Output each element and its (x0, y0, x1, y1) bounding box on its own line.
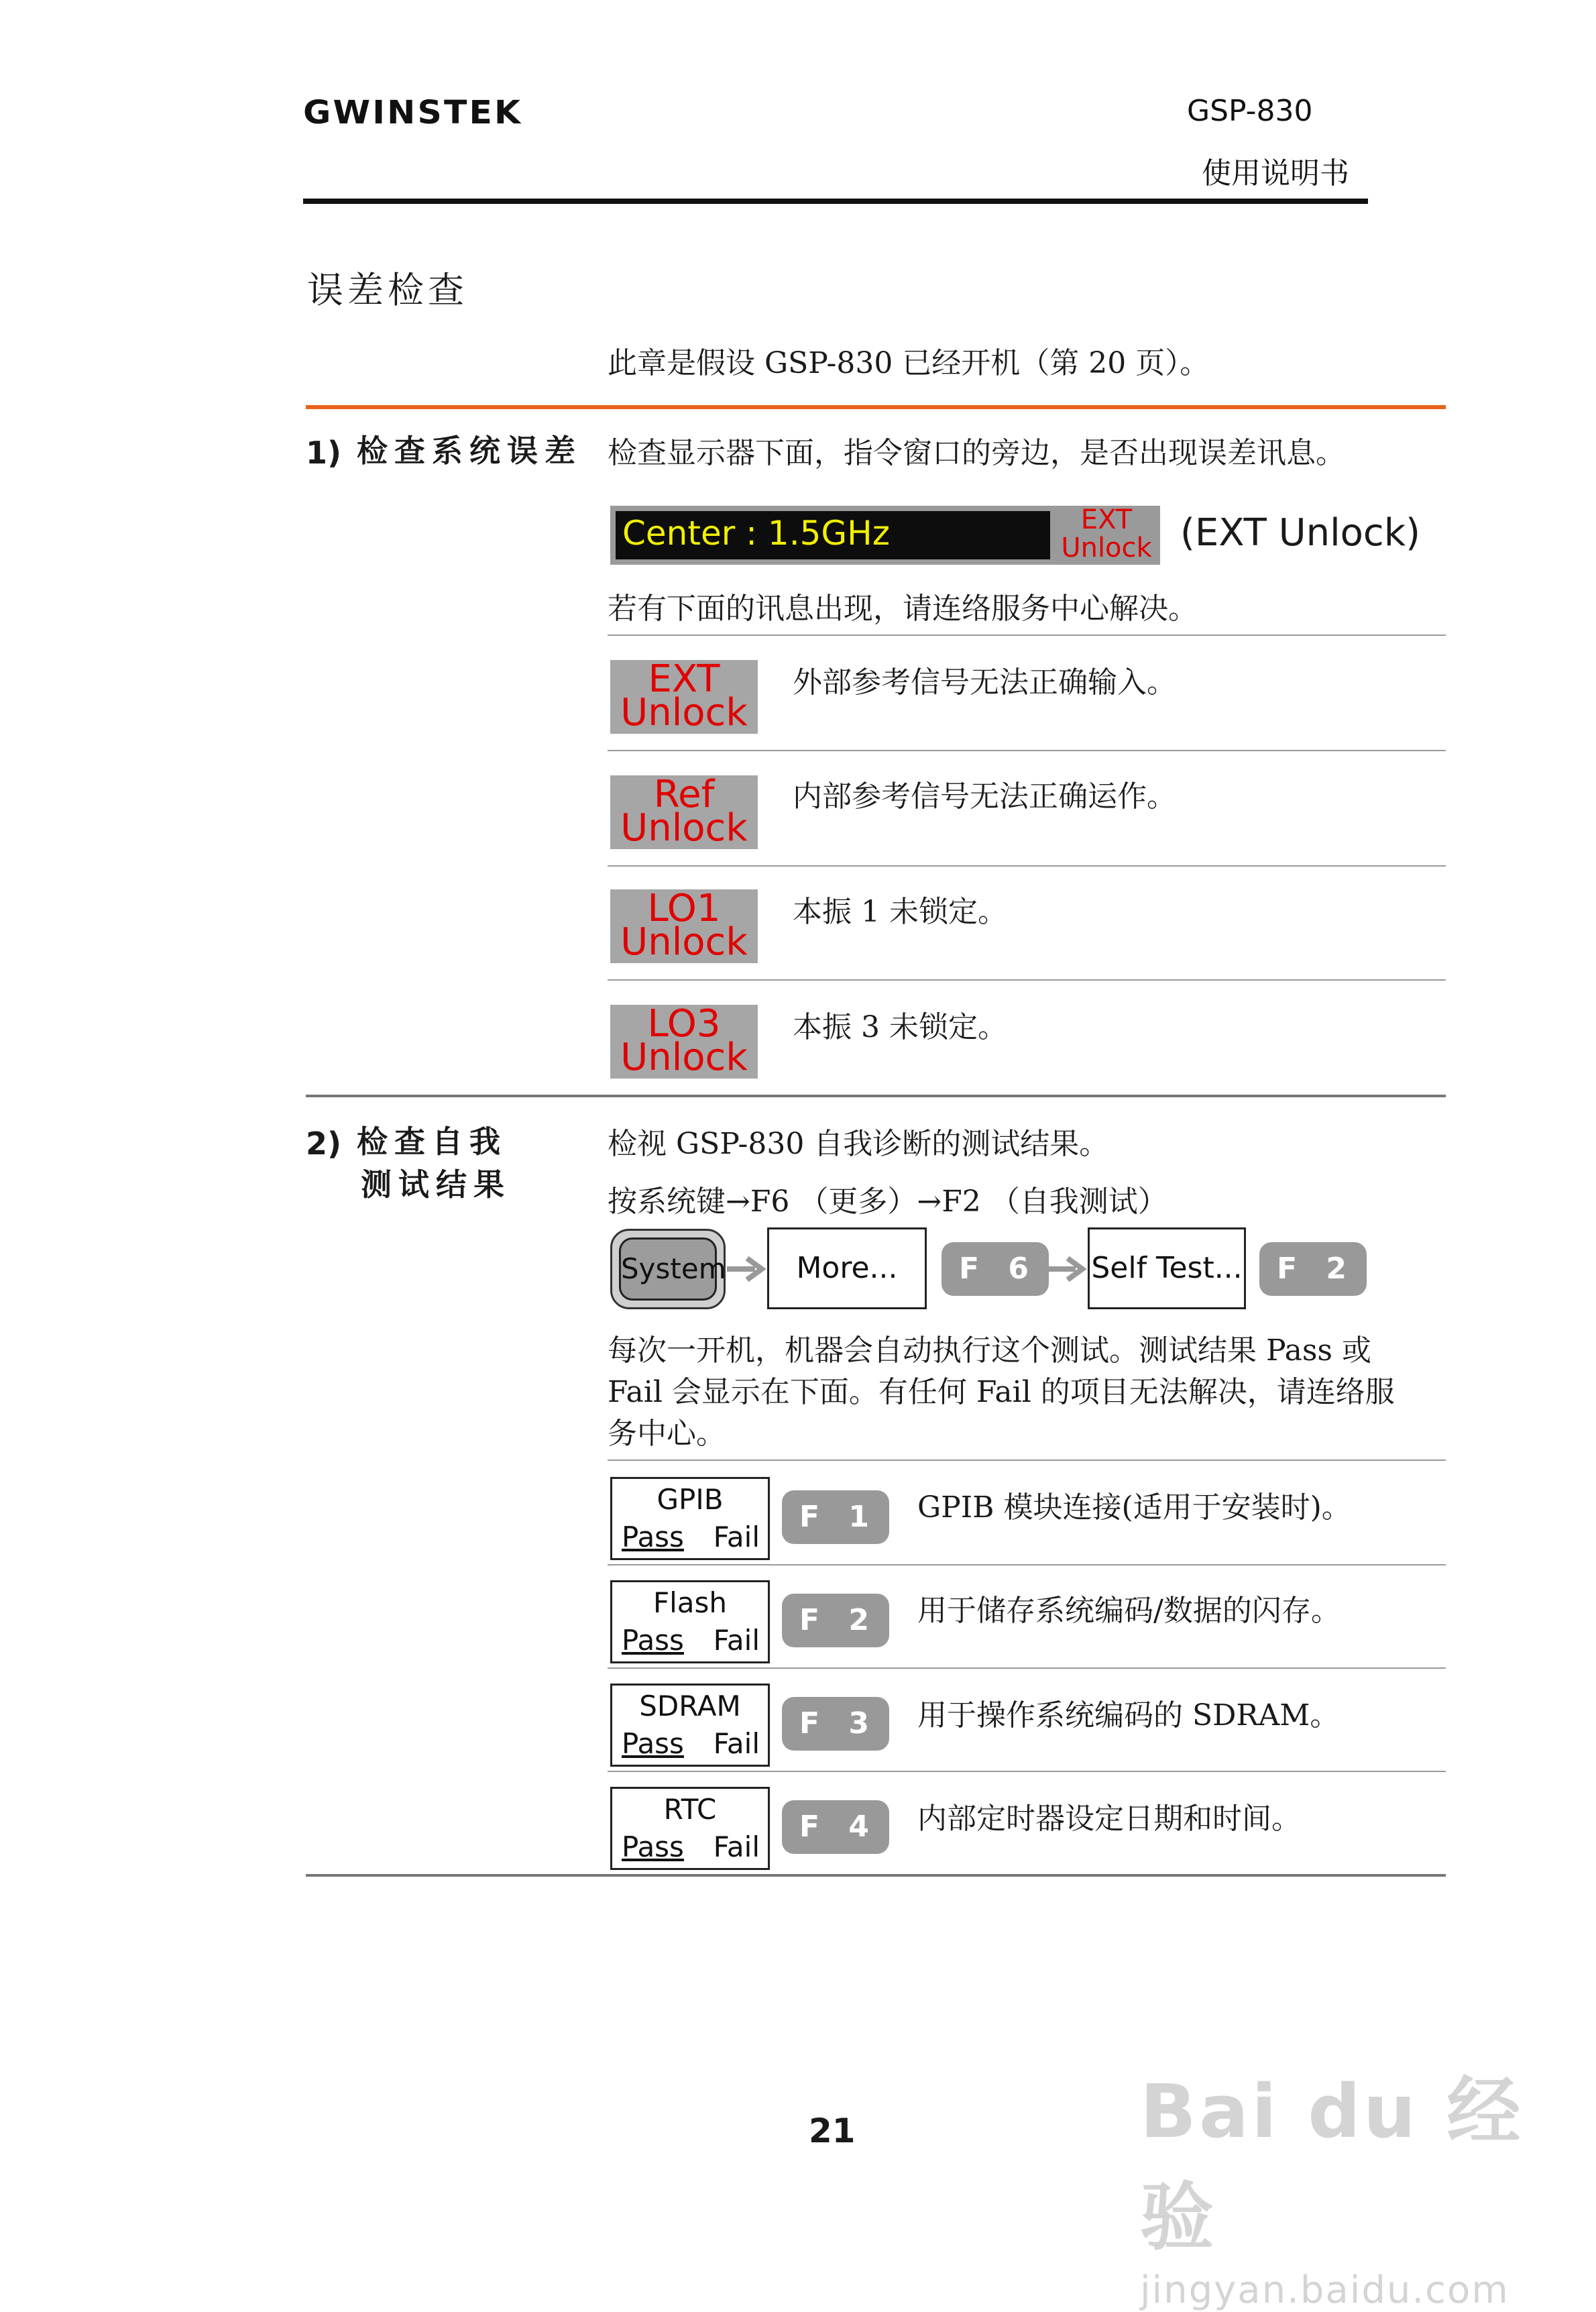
test-name: Flash (652, 1586, 728, 1619)
test-result-rtc (610, 1787, 770, 1870)
orange-divider (306, 405, 1446, 409)
error-desc-ref: 内部参考信号无法正确运作。 (793, 779, 1176, 814)
arrow-right-icon (727, 1254, 767, 1284)
section1-label: 检查系统误差 (357, 433, 582, 469)
f3-key: F 3 (782, 1697, 889, 1751)
section2-instruction: 检视 GSP-830 自我诊断的测试结果。 (608, 1127, 1109, 1161)
error-message-lo1 (610, 889, 758, 963)
error-line1: LO1 (647, 887, 721, 930)
test-name: GPIB (657, 1483, 724, 1516)
error-line2: Unlock (620, 806, 748, 850)
section1-instruction: 检查显示器下面，指令窗口的旁边，是否出现误差讯息。 (608, 436, 1345, 470)
baidu-watermark (1140, 2052, 1596, 2312)
fail-label: Fail (713, 1624, 760, 1657)
error-line2: Unlock (620, 1036, 748, 1079)
pass-label: Pass (622, 1830, 684, 1863)
page-title: 误差检查 (307, 269, 468, 311)
paragraph-line1: 每次一开机，机器会自动执行这个测试。测试结果 Pass 或 (608, 1333, 1371, 1368)
section1-number: 1) (306, 435, 342, 471)
page-number: 21 (809, 2111, 856, 2150)
error-line2: Unlock (620, 920, 748, 964)
error-line2: Unlock (620, 691, 748, 734)
header-rule (303, 199, 1368, 204)
error-message-ext (610, 657, 758, 734)
contact-note: 若有下面的讯息出现，请连络服务中心解决。 (608, 592, 1198, 626)
more-softkey: More... (767, 1227, 927, 1309)
display-warning-line2: Unlock (1061, 533, 1152, 563)
divider (608, 865, 1446, 867)
test-result-sdram (610, 1684, 770, 1767)
divider (608, 979, 1446, 981)
system-key (610, 1229, 726, 1309)
watermark-url: jingyan.baidu.com (1140, 2268, 1509, 2312)
ext-unlock-note: (EXT Unlock) (1180, 511, 1420, 555)
center-frequency-readout: Center : 1.5GHz (622, 514, 891, 553)
display-strip (610, 506, 1160, 565)
pass-label: Pass (622, 1727, 684, 1760)
test-name: RTC (663, 1793, 717, 1826)
section-divider (306, 1095, 1446, 1097)
pass-label: Pass (622, 1521, 684, 1553)
divider (608, 1771, 1446, 1772)
section2-number: 2) (306, 1125, 342, 1162)
pass-label: Pass (622, 1624, 684, 1657)
test-desc-sdram: 用于操作系统编码的 SDRAM。 (917, 1698, 1340, 1732)
error-message-ref (610, 775, 758, 849)
fail-label: Fail (713, 1521, 760, 1553)
error-line1: EXT (648, 657, 720, 701)
system-key-label: System (619, 1237, 717, 1301)
gwinstek-logo: GWINSTEK (303, 94, 523, 131)
model-name: GSP-830 (1187, 94, 1313, 128)
display-warning-line1: EXT (1080, 504, 1133, 535)
error-desc-ext: 外部参考信号无法正确输入。 (793, 665, 1176, 700)
error-desc-lo3: 本振 3 未锁定。 (793, 1010, 1007, 1044)
test-desc-gpib: GPIB 模块连接(适用于安装时)。 (917, 1490, 1351, 1525)
f4-key: F 4 (782, 1800, 889, 1854)
display-warning (1053, 506, 1160, 562)
f2-key: F 2 (782, 1594, 889, 1647)
key-path: 按系统键→F6 （更多）→F2 （自我测试） (608, 1185, 1167, 1219)
f1-key: F 1 (782, 1490, 889, 1544)
test-desc-rtc: 内部定时器设定日期和时间。 (917, 1802, 1301, 1836)
watermark-brand: Bai du 经验 (1140, 2069, 1524, 2260)
paragraph-line2: Fail 会显示在下面。有任何 Fail 的项目无法解决，请连络服 (608, 1375, 1395, 1409)
arrow-right-icon (1047, 1254, 1088, 1284)
error-desc-lo1: 本振 1 未锁定。 (793, 895, 1007, 929)
divider (608, 635, 1446, 636)
intro-text: 此章是假设 GSP-830 已经开机（第 20 页）。 (608, 346, 1210, 380)
divider (608, 750, 1446, 751)
error-message-lo3 (610, 1002, 758, 1079)
f6-key: F 6 (942, 1242, 1049, 1296)
test-desc-flash: 用于储存系统编码/数据的闪存。 (917, 1594, 1341, 1628)
section-divider (306, 1874, 1446, 1877)
display-panel (616, 511, 1050, 559)
section2-label-line1: 检查自我 (357, 1123, 507, 1160)
fail-label: Fail (713, 1727, 760, 1760)
divider (608, 1667, 1446, 1669)
error-line1: Ref (653, 773, 715, 816)
fail-label: Fail (713, 1830, 760, 1863)
divider (608, 1460, 1446, 1461)
test-name: SDRAM (639, 1690, 741, 1722)
test-result-flash (610, 1580, 770, 1663)
test-result-gpib (610, 1477, 770, 1560)
manual-title: 使用说明书 (1202, 156, 1349, 190)
error-line1: LO3 (647, 1002, 721, 1046)
paragraph-line3: 务中心。 (608, 1417, 726, 1451)
f2-key: F 2 (1259, 1242, 1367, 1296)
divider (608, 1564, 1446, 1565)
section2-label-line2: 测试结果 (361, 1166, 511, 1203)
self-test-softkey: Self Test... (1088, 1227, 1246, 1309)
